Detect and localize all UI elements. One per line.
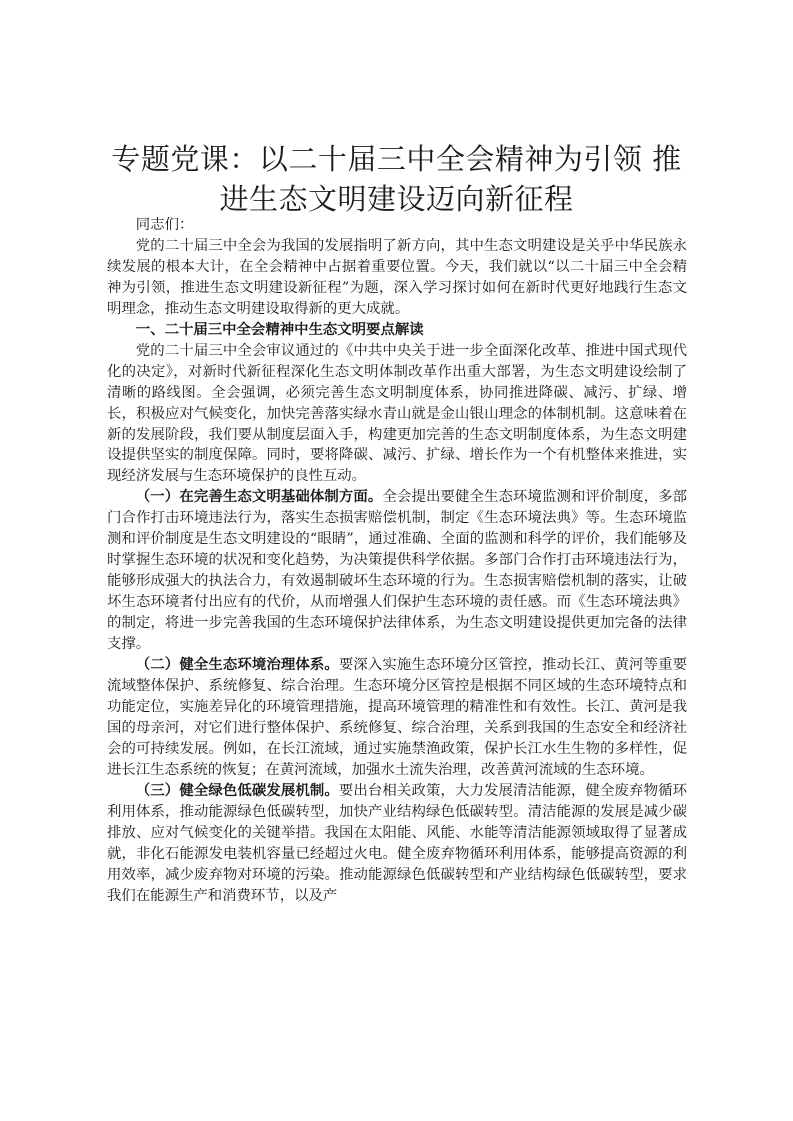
section-paragraph: 党的二十届三中全会审议通过的《中共中央关于进一步全面深化改革、推进中国式现代化的决定》，对新时代新征程深化生态文明体制改革作出重大部署，为生态文明建设绘制了清晰的路线图。全会强调，必须完善生态文明制度体系，协同推进降碳、减污、扩绿、增长，积极应对气候变化，加快完善落实绿水青山就是金山银山理念的体制机制。这意味着在新的发展阶段，我们要从制度层面入手，构建更加完善的生态文明制度体系，为生态文明建设提供坚实的制度保障。同时，要将降碳、减污、扩绿、增长作为一个有机整体来推进，实现经济发展与生态环境保护的良性互动。 xyxy=(107,342,687,485)
greeting: 同志们： xyxy=(135,217,194,233)
document-title: 专题党课：以二十届三中全会精神为引领 推进生态文明建设迈向新征程 xyxy=(111,142,682,216)
point-two-text: 要深入实施生态环境分区管控，推动长江、黄河等重要流域整体保护、系统修复、综合治理。生态环境分区管控是根据不同区域的生态环境特点和功能定位，实施差异化的环境管理措施，提高环境管理的精准性和有效性。长江、黄河是我国的母亲河，对它们进行整体保护、系统修复、综合治理，关系到我国的生态安全和经济社会的可持续发展。例如，在长江流域，通过实施禁渔政策，保护长江水生生物的多样性，促进长江生态系统的恢复；在黄河流域，加强水土流失治理，改善黄河流域的生态环境。 xyxy=(107,657,687,778)
point-three-heading: （三）健全绿色低碳发展机制。 xyxy=(135,782,339,799)
point-three-paragraph xyxy=(107,781,687,907)
intro-paragraph: 党的二十届三中全会为我国的发展指明了新方向，其中生态文明建设是关乎中华民族永续发展的根本大计，在全会精神中占据着重要位置。今天，我们就以“以二十届三中全会精神为引领，推进生态文明建设新征程”为题，深入学习探讨如何在新时代更好地践行生态文明理念，推动生态文明建设取得新的更大成就。 xyxy=(107,237,687,317)
document-body xyxy=(107,215,687,906)
point-one-text: 全会提出要健全生态环境监测和评价制度，多部门合作打击环境违法行为，落实生态损害赔偿机制，制定《生态环境法典》等。生态环境监测和评价制度是生态文明建设的“眼睛”，通过准确、全面的监测和科学的评价，我们能够及时掌握生态环境的状况和变化趋势，为决策提供科学依据。多部门合作打击环境违法行为，能够形成强大的执法合力，有效遏制破坏生态环境的行为。生态损害赔偿机制的落实，让破坏生态环境者付出应有的代价，从而增强人们保护生态环境的责任感。而《生态环境法典》的制定，将进一步完善我国的生态环境保护法律体系，为生态文明建设提供更加完备的法律支撑。 xyxy=(107,489,687,653)
point-one-paragraph xyxy=(107,487,687,655)
point-two-heading: （二）健全生态环境治理体系。 xyxy=(135,657,339,674)
point-two-paragraph xyxy=(107,655,687,781)
section-heading: 一、二十届三中全会精神中生态文明要点解读 xyxy=(135,321,424,338)
point-three-text: 要出台相关政策，大力发展清洁能源，健全废弃物循环利用体系，推动能源绿色低碳转型，加快产业结构绿色低碳转型。清洁能源的发展是减少碳排放、应对气候变化的关键举措。我国在太阳能、风能、水能等清洁能源领域取得了显著成就，非化石能源发电装机容量已经超过火电。健全废弃物循环利用体系，能够提高资源的利用效率，减少废弃物对环境的污染。推动能源绿色低碳转型和产业结构绿色低碳转型，要求我们在能源生产和消费环节，以及产 xyxy=(107,782,687,904)
point-one-heading: （一）在完善生态文明基础体制方面。 xyxy=(135,489,383,506)
